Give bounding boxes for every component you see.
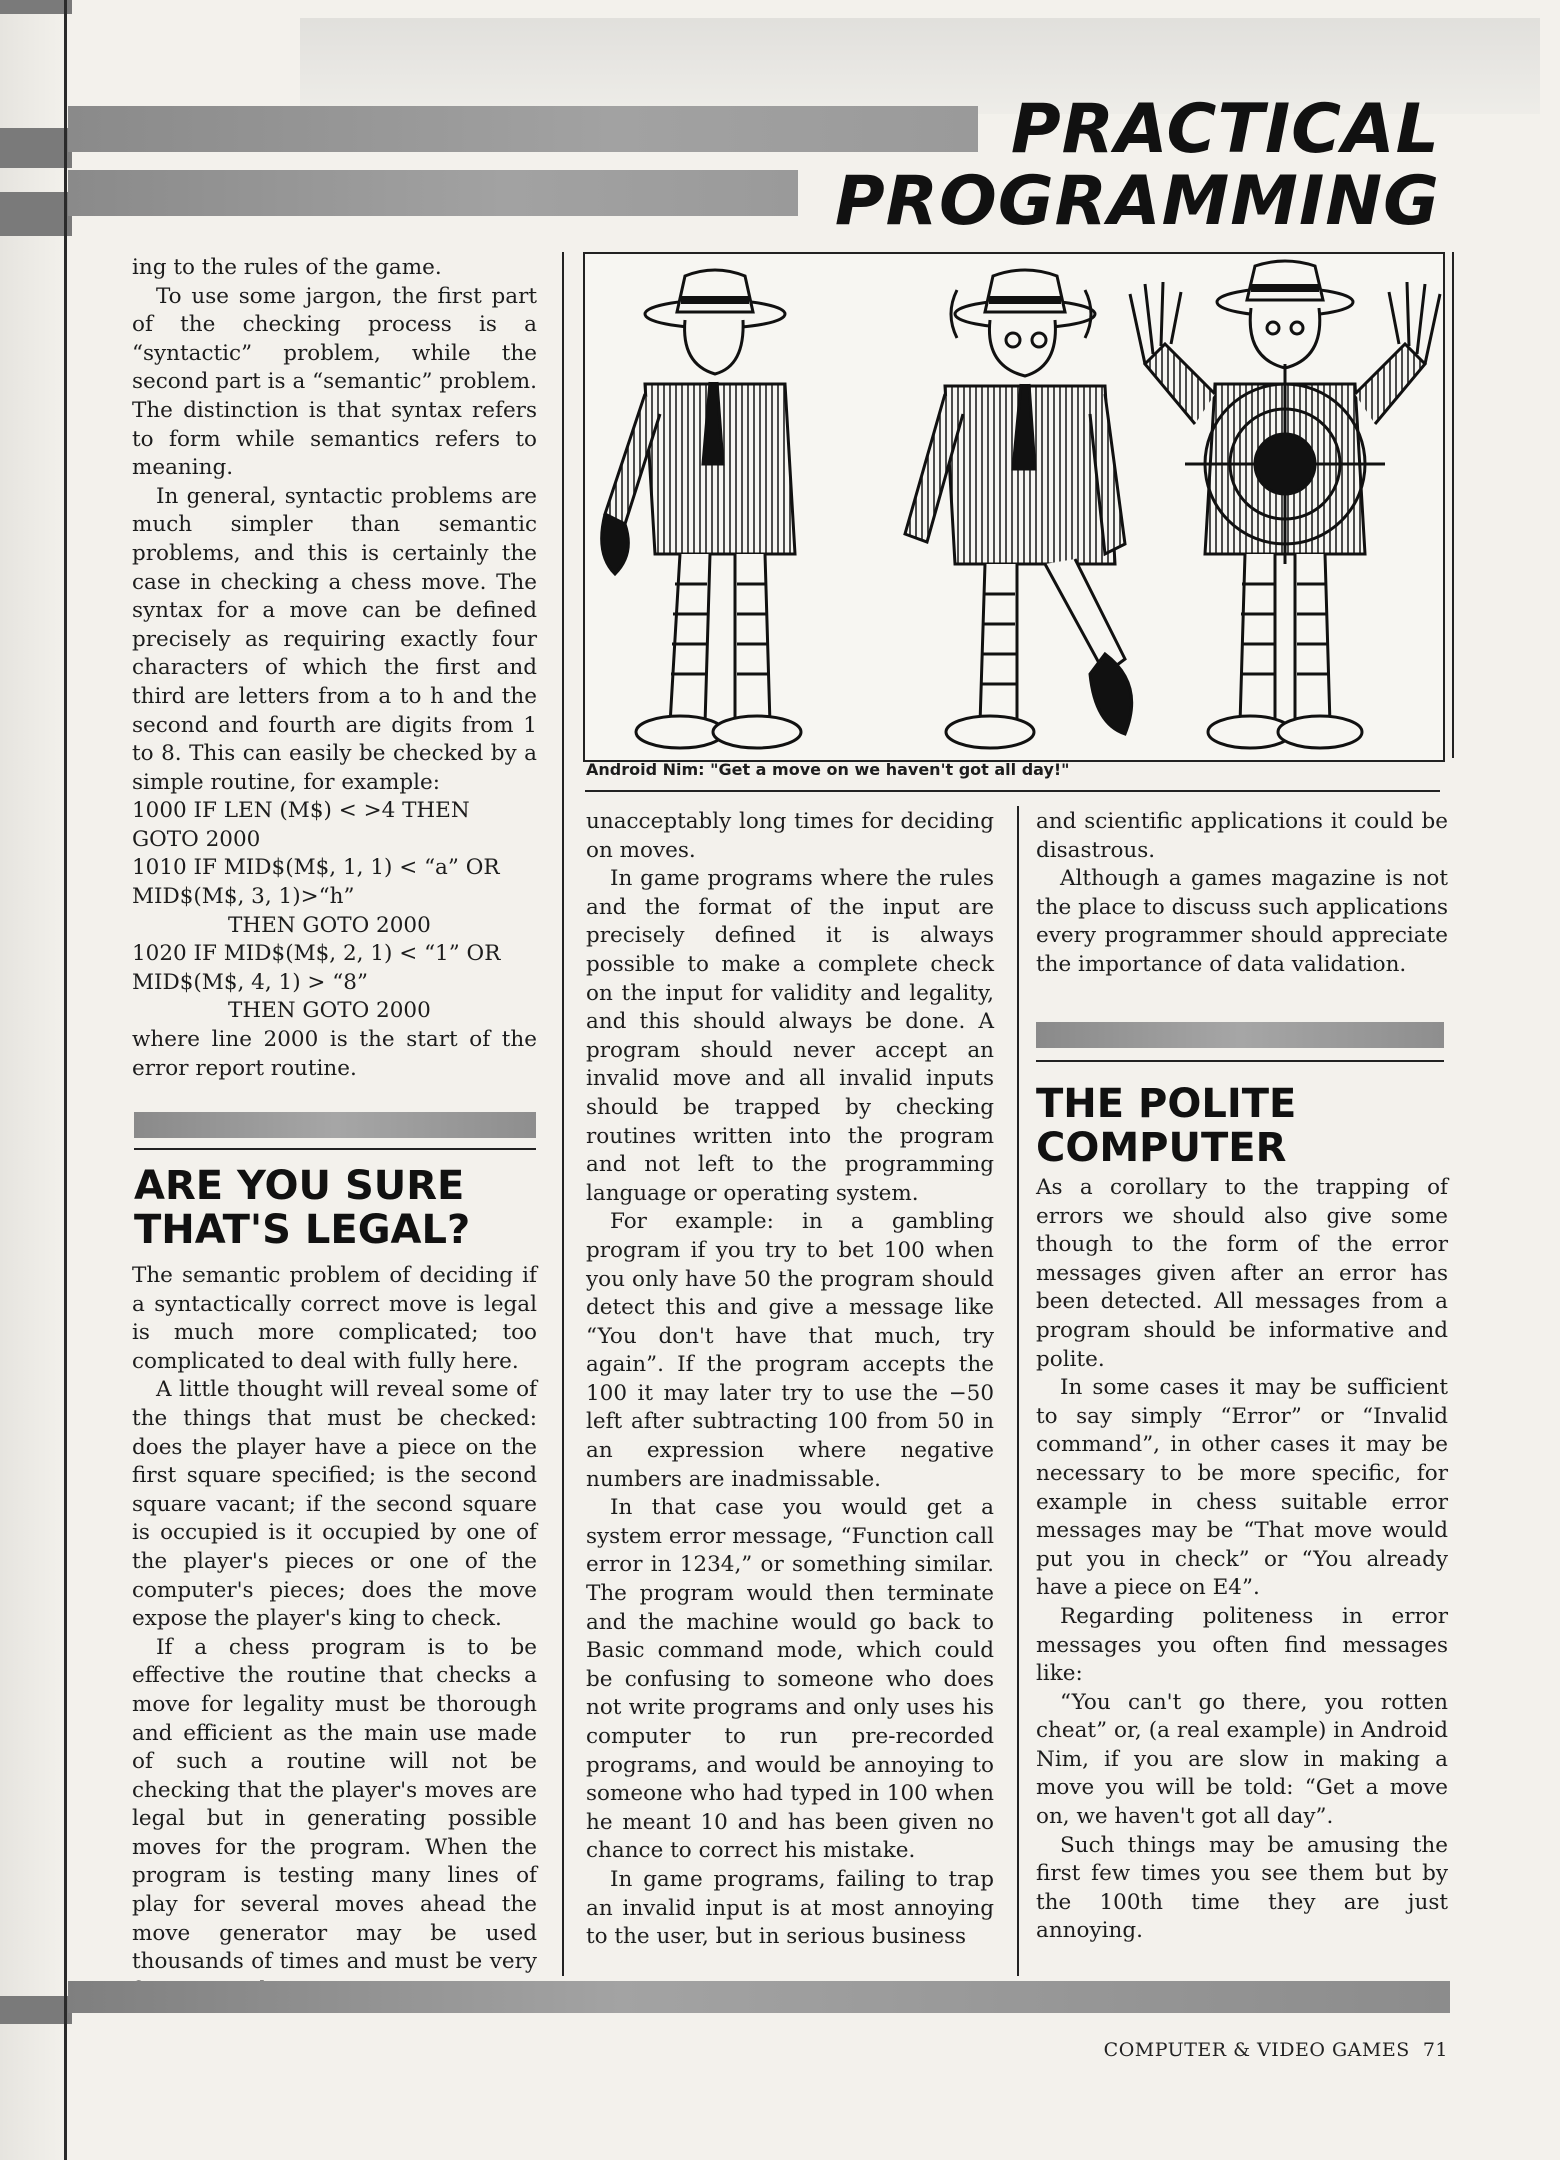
android-figure-1 <box>602 270 801 748</box>
code-line: 1010 IF MID$(M$, 1, 1) < “a” OR MID$(M$, 3, 1)>“h” <box>132 855 500 910</box>
section-rule-polite <box>1036 1060 1444 1062</box>
header-title-line2: PROGRAMMING <box>834 162 1440 241</box>
heading-polite-computer: THE POLITE COMPUTER <box>1036 1081 1297 1171</box>
paragraph: For example: in a gambling program if you try to bet 100 when you only have 50 the program should detect this and give a message like “You don't have that much, try again”. If the program accepts the 100 it may later try to use the −50 left after subtracting 100 from 50 in an expression where negative numbers are inadmissable. <box>586 1209 994 1492</box>
paragraph: A little thought will reveal some of the things that must be checked: does the player have a piece on the first square specified; is the second square vacant; if the second square is occupied is it occupied by one of the player's pieces or one of the computer's pieces; does the move expose the player's king to check. <box>132 1377 537 1632</box>
android-figure-2 <box>905 270 1132 748</box>
footer-credit <box>1104 2039 1448 2061</box>
section-bar-polite <box>1036 1022 1444 1048</box>
column-rule-1 <box>562 252 564 1976</box>
paragraph: In general, syntactic problems are much simpler than semantic problems, and this is certainly the case in checking a chess move. The syntax for a move can be defined precisely as requiring exactly four characters of which the first and third are letters from a to h and the second and fourth are digits from 1 to 8. This can easily be checked by a simple routine, for example: <box>132 483 537 795</box>
paragraph: To use some jargon, the first part of the checking process is a “syntactic” problem, while the second part is a “semantic” problem. The distinction is that syntax refers to form while semantics refers to meaning. <box>132 283 537 481</box>
column-rule-2 <box>1017 806 1019 1976</box>
paragraph: In game programs where the rules and the format of the input are precisely defined it is always possible to make a complete check on the input for validity and legality, and this should always be done. A program should never accept an invalid move and all invalid inputs should be trapped by checking routines written into the program and not left to the programming language or operating system. <box>586 866 994 1206</box>
section-bar-legal <box>134 1112 536 1138</box>
caption-rule <box>585 790 1440 792</box>
code-line: 1000 IF LEN (M$) < >4 THEN GOTO 2000 <box>132 798 470 852</box>
paragraph: ing to the rules of the game. <box>132 255 442 280</box>
code-line: 1020 IF MID$(M$, 2, 1) < “1” OR MID$(M$, 4, 1) > “8” <box>132 941 501 995</box>
binding-mark-top <box>0 0 72 14</box>
page-binding <box>0 0 68 2160</box>
scan-edge <box>64 0 67 2160</box>
footer-bar <box>68 1981 1450 2013</box>
paragraph: In some cases it may be sufficient to say simply “Error” or “Invalid command”, in other cases it may be necessary to be more specific, for example in chess suitable error messages may be “That move would put you in check” or “You already have a piece on E4”. <box>1036 1375 1448 1601</box>
paragraph: In that case you would get a system error message, “Function call error in 1234,” or something similar. The program would then terminate and the machine would go back to Basic command mode, which could be confusing to someone who does not write programs and only uses his computer to run pre-recorded programs, and would be annoying to someone who had typed in 100 when he meant 10 and has been given no chance to correct his mistake. <box>586 1495 994 1864</box>
magazine-name: COMPUTER & VIDEO GAMES <box>1103 2039 1410 2061</box>
code-line: THEN GOTO 2000 <box>228 998 431 1024</box>
paragraph: Regarding politeness in error messages you often find messages like: <box>1036 1603 1448 1687</box>
page-rule-right <box>1452 252 1454 758</box>
column-1-section <box>132 1262 537 2005</box>
paragraph: The semantic problem of deciding if a syntactically correct move is legal is much more complicated; too complicated to deal with fully here. <box>132 1263 537 1374</box>
binding-mark-footer <box>0 1996 72 2024</box>
header-bar-top <box>68 106 978 152</box>
heading-are-you-sure: ARE YOU SURE THAT'S LEGAL? <box>134 1163 471 1253</box>
android-figure-3 <box>1130 261 1440 748</box>
paragraph: As a corollary to the trapping of errors we should also give some though to the form of the error messages given after an error has been detected. All messages from a program should be informative and polite. <box>1036 1175 1448 1372</box>
header-title-line1: PRACTICAL <box>1010 90 1440 169</box>
binding-mark-header <box>0 128 72 168</box>
header-bar-bottom <box>68 170 798 216</box>
column-1 <box>132 254 537 1083</box>
paragraph: Such things may be amusing the first few times you see them but by the 100th time they are just annoying. <box>1036 1832 1448 1944</box>
android-nim-illustration <box>583 252 1445 762</box>
section-rule-legal <box>134 1148 536 1150</box>
paragraph: where line 2000 is the start of the error report routine. <box>132 1027 537 1081</box>
paragraph: Although a games magazine is not the place to discuss such applications every programmer should appreciate the importance of data validation. <box>1036 866 1448 977</box>
android-figures <box>585 254 1443 760</box>
column-3 <box>1036 808 1448 980</box>
figure-caption: Android Nim: "Get a move on we haven't got all day!" <box>586 760 1070 779</box>
paragraph: unacceptably long times for deciding on moves. <box>586 809 994 863</box>
column-3-section <box>1036 1174 1448 1946</box>
code-line: THEN GOTO 2000 <box>228 912 431 938</box>
paragraph: “You can't go there, you rotten cheat” or, (a real example) in Android Nim, if you are slow in making a move you will be told: “Get a move on, we haven't got all day”. <box>1036 1689 1448 1830</box>
page-number: 71 <box>1422 2039 1448 2061</box>
paragraph: If a chess program is to be effective the routine that checks a move for legality must be thorough and efficient as the main use made of such a routine will not be checking that the player's moves are legal but in generating possible moves for the program. When the program is testing many lines of play for several moves ahead the move generator may be used thousands of times and must be very <box>132 1634 537 1975</box>
binding-mark-header-2 <box>0 192 72 236</box>
paragraph: In game programs, failing to trap an invalid input is at most annoying to the user, but in serious business <box>586 1866 994 1950</box>
column-2 <box>586 808 994 1952</box>
paragraph: and scientific applications it could be disastrous. <box>1036 809 1448 863</box>
